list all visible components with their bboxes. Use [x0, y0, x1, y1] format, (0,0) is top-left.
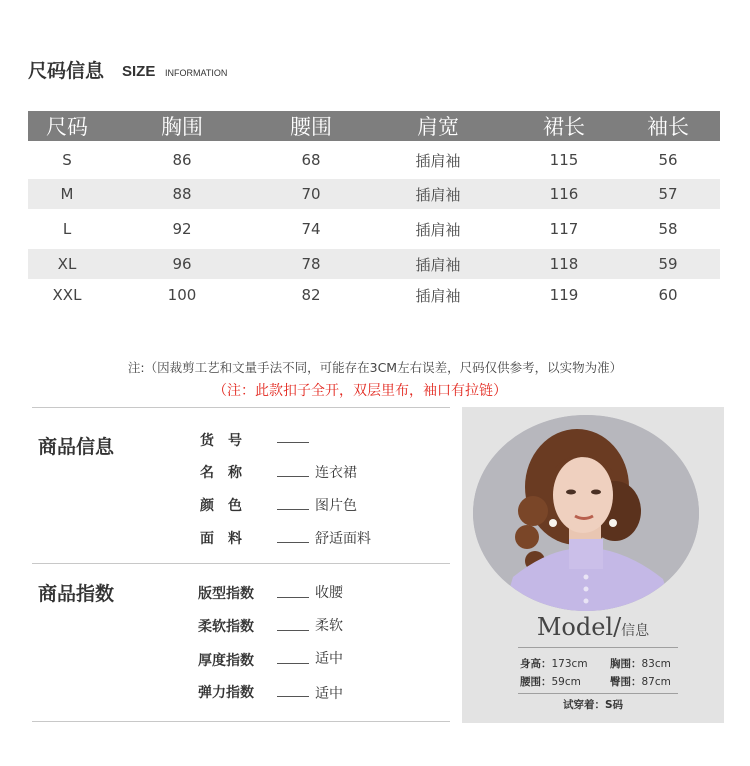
- info-value: 连衣裙: [315, 465, 357, 481]
- table-cell: 插肩袖: [415, 220, 461, 239]
- product-note: （注：此款扣子全开，双层里布，袖口有拉链）: [213, 383, 507, 399]
- height-label: 身高：: [520, 658, 552, 670]
- waist-label: 腰围：: [520, 676, 552, 688]
- table-cell: 68: [301, 151, 321, 169]
- index-label: 弹力指数: [198, 685, 254, 701]
- table-cell: 119: [549, 286, 579, 304]
- table-cell: 92: [172, 220, 192, 238]
- table-row: [28, 249, 720, 279]
- dash-line: [277, 597, 309, 598]
- info-label: 货 号: [200, 433, 242, 449]
- table-cell: 插肩袖: [415, 255, 461, 274]
- table-row: [28, 279, 720, 311]
- column-header: 肩宽: [417, 115, 459, 139]
- table-cell: 插肩袖: [415, 286, 461, 305]
- table-row: [28, 209, 720, 249]
- divider: [32, 721, 450, 722]
- table-cell: XL: [57, 255, 77, 273]
- dash-line: [277, 509, 309, 510]
- size-note: 注:（因裁剪工艺和文量手法不同，可能存在3CM左右误差，尺码仅供参考，以实物为准）: [127, 360, 623, 375]
- index-value: 适中: [315, 651, 343, 667]
- divider: [518, 647, 678, 648]
- column-header: 尺码: [46, 115, 88, 139]
- table-cell: 56: [658, 151, 678, 169]
- column-header: 腰围: [290, 115, 332, 139]
- tried-label: 试穿着：: [562, 699, 605, 711]
- column-header: 胸围: [161, 115, 203, 139]
- model-title-en: Model/: [536, 613, 622, 641]
- info-label: 颜 色: [200, 498, 242, 514]
- table-cell: S: [62, 151, 72, 169]
- column-header: 袖长: [647, 115, 689, 139]
- bust-label: 胸围：: [610, 658, 642, 670]
- hip-value: 87cm: [641, 676, 671, 688]
- divider: [32, 563, 450, 564]
- table-cell: 插肩袖: [415, 185, 461, 204]
- model-tried-size: [462, 697, 724, 712]
- dash-line: [277, 542, 309, 543]
- dash-line: [277, 442, 309, 443]
- dash-line: [277, 663, 309, 664]
- index-label: 柔软指数: [198, 619, 254, 635]
- table-cell: 116: [549, 185, 579, 203]
- table-cell: 96: [172, 255, 192, 273]
- table-cell: 57: [658, 185, 678, 203]
- table-cell: 60: [658, 286, 678, 304]
- info-value: 图片色: [315, 498, 357, 514]
- model-height: [520, 656, 588, 671]
- product-info-title: 商品信息: [38, 436, 115, 458]
- waist-value: 59cm: [551, 676, 581, 688]
- table-cell: 70: [301, 185, 321, 203]
- table-cell: 59: [658, 255, 678, 273]
- model-title: [462, 613, 724, 641]
- divider: [32, 407, 450, 408]
- table-cell: 86: [172, 151, 192, 169]
- table-cell: 82: [301, 286, 321, 304]
- dash-line: [277, 696, 309, 697]
- model-waist: [520, 674, 581, 689]
- table-row: [28, 141, 720, 179]
- table-cell: 58: [658, 220, 678, 238]
- table-cell: XXL: [52, 286, 82, 304]
- table-cell: 100: [167, 286, 197, 304]
- table-cell: L: [62, 220, 72, 238]
- model-photo: [473, 415, 699, 611]
- size-title-sub: INFORMATION: [165, 68, 228, 78]
- table-cell: 117: [549, 220, 579, 238]
- info-value: 舒适面料: [315, 531, 371, 547]
- table-cell: 118: [549, 255, 579, 273]
- table-cell: 74: [301, 220, 321, 238]
- dash-line: [277, 630, 309, 631]
- bust-value: 83cm: [641, 658, 671, 670]
- column-header: 裙长: [543, 115, 585, 139]
- table-cell: 78: [301, 255, 321, 273]
- index-label: 版型指数: [198, 586, 254, 602]
- model-bust: [610, 656, 671, 671]
- table-row: [28, 179, 720, 209]
- hip-label: 臀围：: [610, 676, 642, 688]
- size-table: [28, 111, 720, 311]
- height-value: 173cm: [551, 658, 588, 670]
- divider: [518, 693, 678, 694]
- table-cell: 88: [172, 185, 192, 203]
- size-title: 尺码信息: [28, 60, 105, 82]
- index-value: 收腰: [315, 585, 343, 601]
- tried-value: S码: [604, 699, 624, 711]
- model-panel: [462, 407, 724, 723]
- model-hip: [610, 674, 671, 689]
- table-cell: 插肩袖: [415, 151, 461, 170]
- index-value: 适中: [315, 686, 343, 702]
- size-table-header: [28, 111, 720, 141]
- size-title-en: SIZE: [122, 63, 156, 80]
- table-cell: 115: [549, 151, 579, 169]
- product-index-title: 商品指数: [38, 583, 115, 605]
- index-value: 柔软: [315, 618, 343, 634]
- model-title-cn: 信息: [621, 623, 650, 639]
- table-cell: M: [60, 185, 74, 203]
- info-label: 名 称: [200, 465, 242, 481]
- dash-line: [277, 476, 309, 477]
- info-label: 面 料: [200, 531, 242, 547]
- index-label: 厚度指数: [198, 653, 254, 669]
